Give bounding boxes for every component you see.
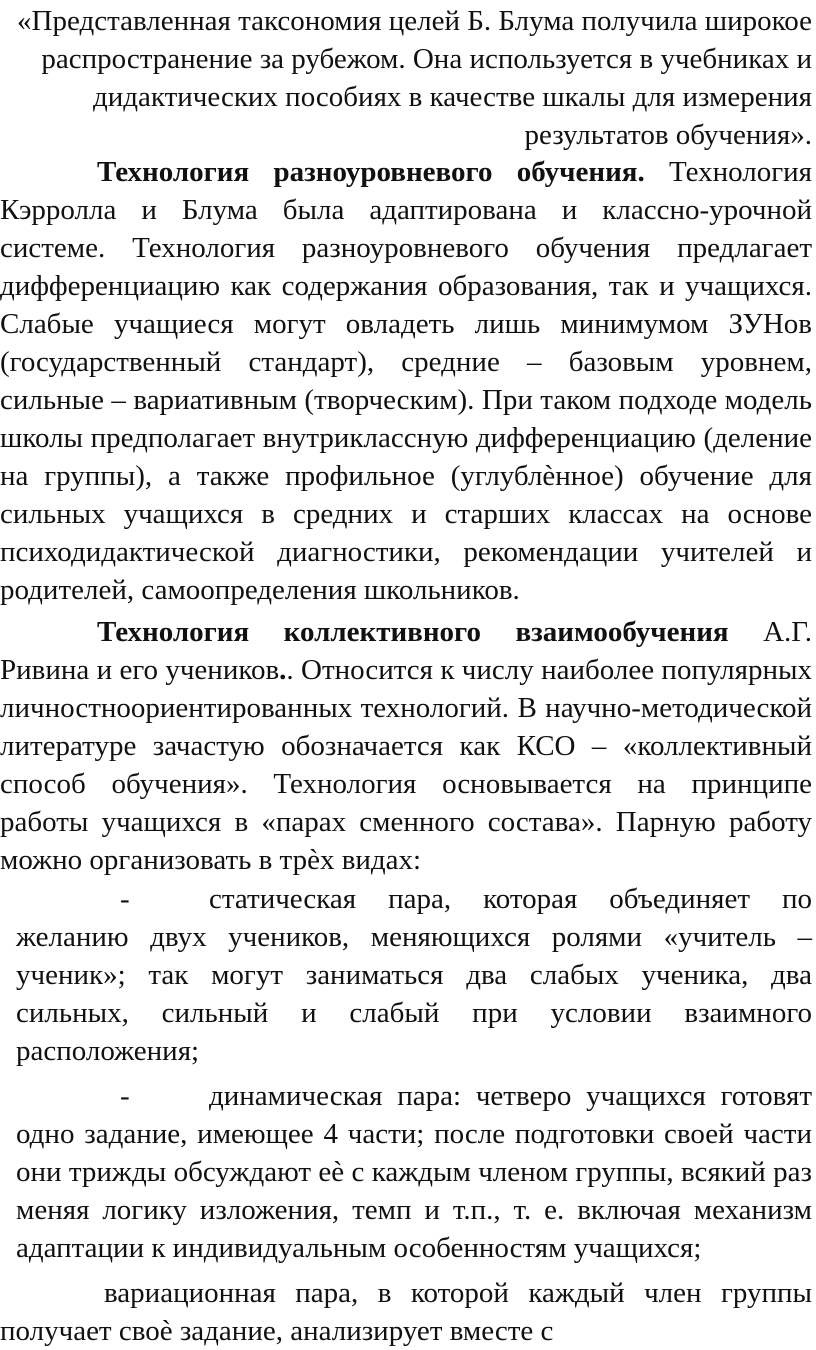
quote-line: распространение за рубежом. Она используется в учебниках и xyxy=(41,43,812,75)
section-heading: Технология разноуровневого обучения. xyxy=(97,156,645,188)
paragraph-text: вариационная пара, в которой каждый член группы получает своѐ задание, анализирует вместе с xyxy=(0,1277,812,1347)
list-item-static-pair xyxy=(16,880,812,1070)
paragraph-variation-pair xyxy=(0,1274,812,1350)
list-item-text: статическая пара, которая объединяет по желанию двух учеников, меняющихся ролями «учитель – ученик»; так могут заниматься два слабых ученика, два сильных, сильный и слабый при условии взаимного расположения; xyxy=(16,883,812,1067)
list-marker: - xyxy=(120,1080,130,1112)
quote-line: результатов обучения». xyxy=(524,119,812,151)
list-marker: - xyxy=(120,883,130,915)
paragraph-period: . xyxy=(279,654,287,686)
quote-block xyxy=(0,2,812,154)
list-item-dynamic-pair xyxy=(16,1077,812,1267)
section-heading: Технология коллективного взаимообучения xyxy=(97,616,729,648)
quote-line: «Представленная таксономия целей Б. Блума получила широкое xyxy=(17,5,812,37)
paragraph-text: . Относится к числу наиболее популярных личностноориентированных технологий. В научно-методической литературе зачастую обозначается как КСО – «коллективный способ обучения». Технология основывается на принципе работы учащихся в «парах сменного состава». Парную работу можно организовать в трѐх видах: xyxy=(0,654,813,876)
paragraph-text: Технология Кэрролла и Блума была адаптирована и классно-урочной системе. Технология разноуровневого обучения предлагает дифференциацию как содержания образования, так и учащихся. Слабые учащиеся могут овладеть лишь минимумом ЗУНов (государственный стандарт), средние – базовым уровнем, сильные – вариативным (творческим). При таком подходе модель школы предполагает внутриклассную дифференциацию (деление на группы), а также профильное (углублѐнное) обучение для сильных учащихся в средних и старших классах на основе психодидактической диагностики, рекомендации учителей и родителей, самоопределения школьников. xyxy=(0,156,812,606)
quote-line: дидактических пособиях в качестве шкалы для измерения xyxy=(92,81,812,113)
list-item-text: динамическая пара: четверо учащихся готовят одно задание, имеющее 4 части; после подготовки своей части они трижды обсуждают еѐ с каждым членом группы, всякий раз меняя логику изложения, темп и т.п., т. е. включая механизм адаптации к индивидуальным особенностям учащихся; xyxy=(16,1080,812,1264)
paragraph-text: А.Г. Ривина и его учеников xyxy=(0,616,812,686)
paragraph-collective-learning xyxy=(0,613,812,879)
paragraph-multilevel-learning xyxy=(0,153,812,609)
